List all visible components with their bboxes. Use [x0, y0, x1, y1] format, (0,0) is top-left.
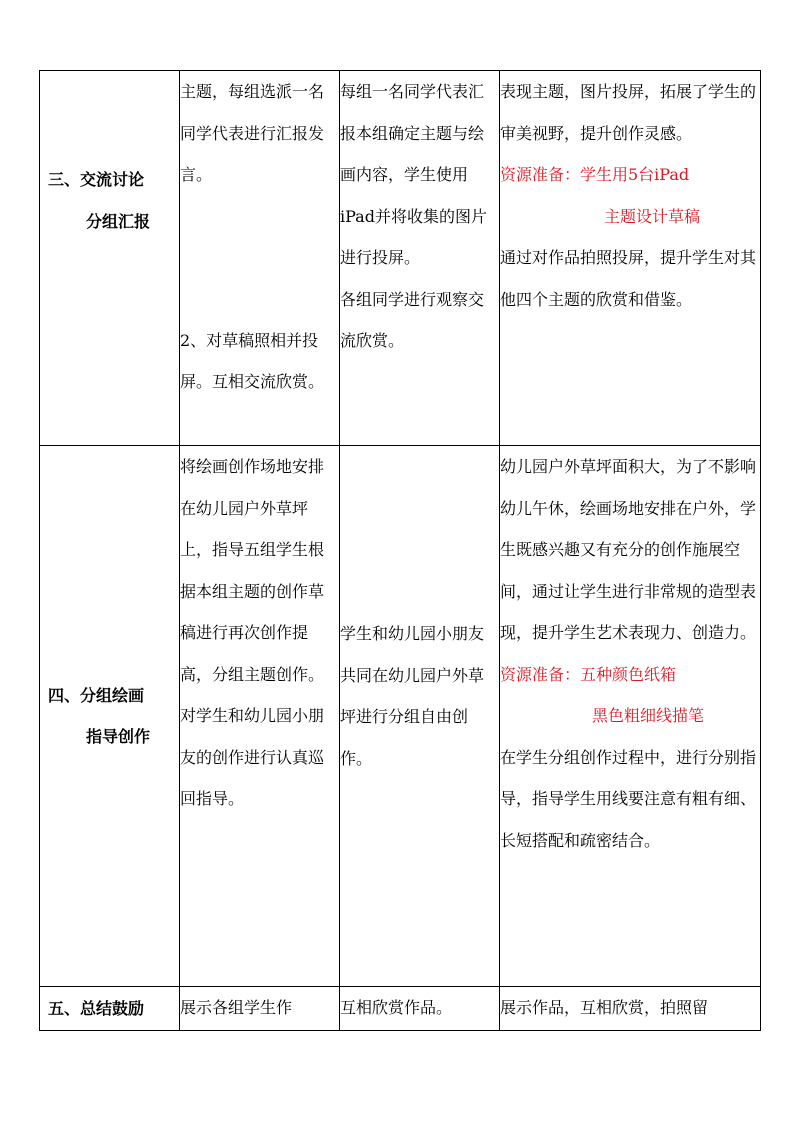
stage-title-line2: 分组汇报 [86, 211, 151, 231]
teacher-text: 主题，每组选派一名同学代表进行汇报发言。 [180, 82, 325, 184]
stage-title-line1: 三、交流讨论 [48, 170, 145, 189]
intent-text: 幼儿园户外草坪面积大，为了不影响幼儿午休，绘画场地安排在户外，学生既感兴趣又有充分的创作施展空间，通过让学生进行非常规的造型表现，提升学生艺术表现力、创造力。 [500, 457, 757, 642]
teacher-text: 2、对草稿照相并投屏。互相交流欣赏。 [180, 330, 325, 391]
design-intent-cell [500, 71, 761, 446]
resource-line: 资源准备：学生用5台iPad [500, 165, 690, 184]
intent-text: 通过对作品拍照投屏，提升学生对其他四个主题的欣赏和借鉴。 [500, 248, 757, 309]
teacher-text: 展示各组学生作 [180, 998, 293, 1017]
intent-text: 在学生分组创作过程中，进行分别指导，指导学生用线要注意有粗有细、长短搭配和疏密结合。 [500, 747, 757, 850]
intent-text: 展示作品，互相欣赏，拍照留 [500, 998, 709, 1017]
lesson-plan-table [39, 70, 761, 1031]
student-text: 学生和幼儿园小朋友共同在幼儿园户外草坪进行分组自由创作。 [340, 624, 485, 768]
resource-line: 黑色粗细线描笔 [592, 706, 705, 725]
stage-title-line1: 五、总结鼓励 [48, 998, 145, 1018]
design-intent-cell [500, 987, 761, 1031]
table-row [40, 987, 761, 1031]
student-text: 互相欣赏作品。 [340, 998, 453, 1017]
student-activity-cell [340, 71, 500, 446]
teacher-activity-cell [180, 71, 340, 446]
teacher-activity-cell [180, 987, 340, 1031]
stage-cell [40, 987, 180, 1031]
intent-text: 表现主题，图片投屏，拓展了学生的审美视野，提升创作灵感。 [500, 82, 757, 143]
design-intent-cell [500, 446, 761, 987]
stage-cell [40, 446, 180, 987]
stage-title-line2: 指导创作 [86, 727, 151, 746]
student-activity-cell [340, 987, 500, 1031]
student-text: 各组同学进行观察交流欣赏。 [340, 289, 485, 350]
resource-line: 资源准备：五种颜色纸箱 [500, 664, 677, 684]
student-activity-cell [340, 446, 500, 987]
teacher-text: 将绘画创作场地安排在幼儿园户外草坪上，指导五组学生根据本组主题的创作草稿进行再次创作提高，分组主题创作。 [180, 457, 325, 684]
stage-cell [40, 71, 180, 446]
teacher-activity-cell [180, 446, 340, 987]
table-row [40, 71, 761, 446]
resource-line: 主题设计草稿 [604, 206, 701, 226]
table-row [40, 446, 761, 987]
stage-title-line1: 四、分组绘画 [48, 685, 145, 705]
student-text: 每组一名同学代表汇报本组确定主题与绘画内容，学生使用iPad并将收集的图片进行投屏。 [340, 82, 487, 267]
teacher-text: 对学生和幼儿园小朋友的创作进行认真巡回指导。 [180, 706, 325, 808]
